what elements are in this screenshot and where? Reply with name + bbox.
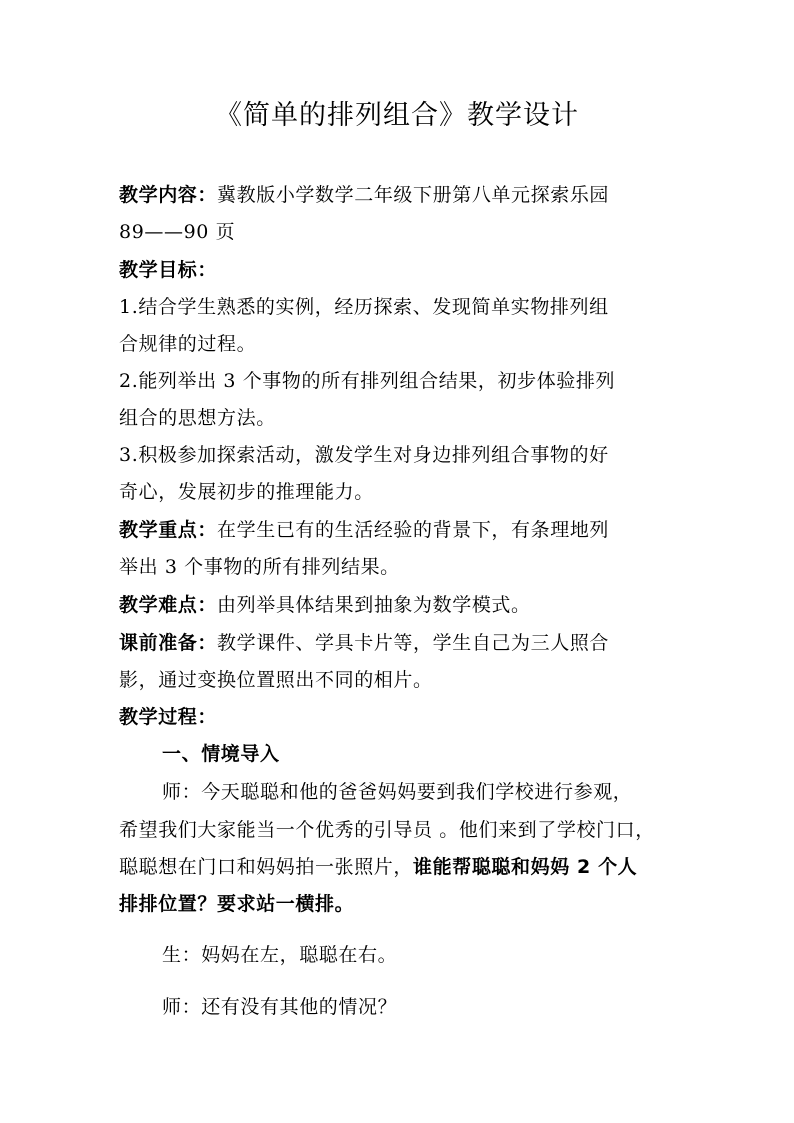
content-line (119, 180, 689, 210)
goal-1-line-1: 1.结合学生熟悉的实例，经历探索、发现简单实物排列组 (119, 296, 609, 318)
difficulty-line (119, 590, 689, 620)
key-point-label: 教学重点： (119, 519, 218, 541)
goals-label: 教学目标： (119, 259, 218, 281)
prep-line (119, 628, 689, 658)
difficulty-text: 由列举具体结果到抽象为数学模式。 (217, 594, 531, 616)
key-point-line (119, 515, 689, 545)
goal-3-line-2: 奇心，发展初步的推理能力。 (119, 481, 374, 503)
content-text: 冀教版小学数学二年级下册第八单元探索乐园 (217, 184, 610, 206)
page-title: 《简单的排列组合》教学设计 (215, 100, 579, 131)
goal-2-line-2: 组合的思想方法。 (119, 407, 276, 429)
process-label: 教学过程： (119, 706, 218, 728)
paragraph-1-line-3 (119, 852, 689, 882)
key-point-text: 在学生已有的生活经验的背景下，有条理地列 (217, 519, 610, 541)
difficulty-label: 教学难点： (119, 594, 218, 616)
paragraph-1-line-3b: 谁能帮聪聪和妈妈 2 个人 (413, 856, 638, 878)
prep-line-2: 影，通过变换位置照出不同的相片。 (119, 669, 433, 691)
content-label: 教学内容： (119, 184, 218, 206)
paragraph-1-line-4: 排排位置？要求站一横排。 (119, 893, 355, 915)
goal-2-line-1: 2.能列举出 3 个事物的所有排列组合结果，初步体验排列 (119, 370, 616, 392)
goal-3-line-1: 3.积极参加探索活动，激发学生对身边排列组合事物的好 (119, 444, 609, 466)
key-point-line-2: 举出 3 个事物的所有排列结果。 (119, 556, 400, 578)
paragraph-1-line-1: 师：今天聪聪和他的爸爸妈妈要到我们学校进行参观， (162, 781, 633, 803)
prep-label: 课前准备： (119, 632, 218, 654)
teacher-question: 师：还有没有其他的情况？ (162, 996, 398, 1018)
goal-1-line-2: 合规律的过程。 (119, 333, 257, 355)
paragraph-1-line-2: 希望我们大家能当一个优秀的引导员 。他们来到了学校门口， (119, 819, 655, 841)
section-1-heading: 一、情境导入 (162, 743, 280, 765)
prep-text: 教学课件、学具卡片等，学生自己为三人照合 (217, 632, 610, 654)
student-answer: 生：妈妈在左，聪聪在右。 (162, 944, 398, 966)
content-pages: 89——90 页 (119, 221, 236, 243)
paragraph-1-line-3a: 聪聪想在门口和妈妈拍一张照片， (119, 856, 414, 878)
